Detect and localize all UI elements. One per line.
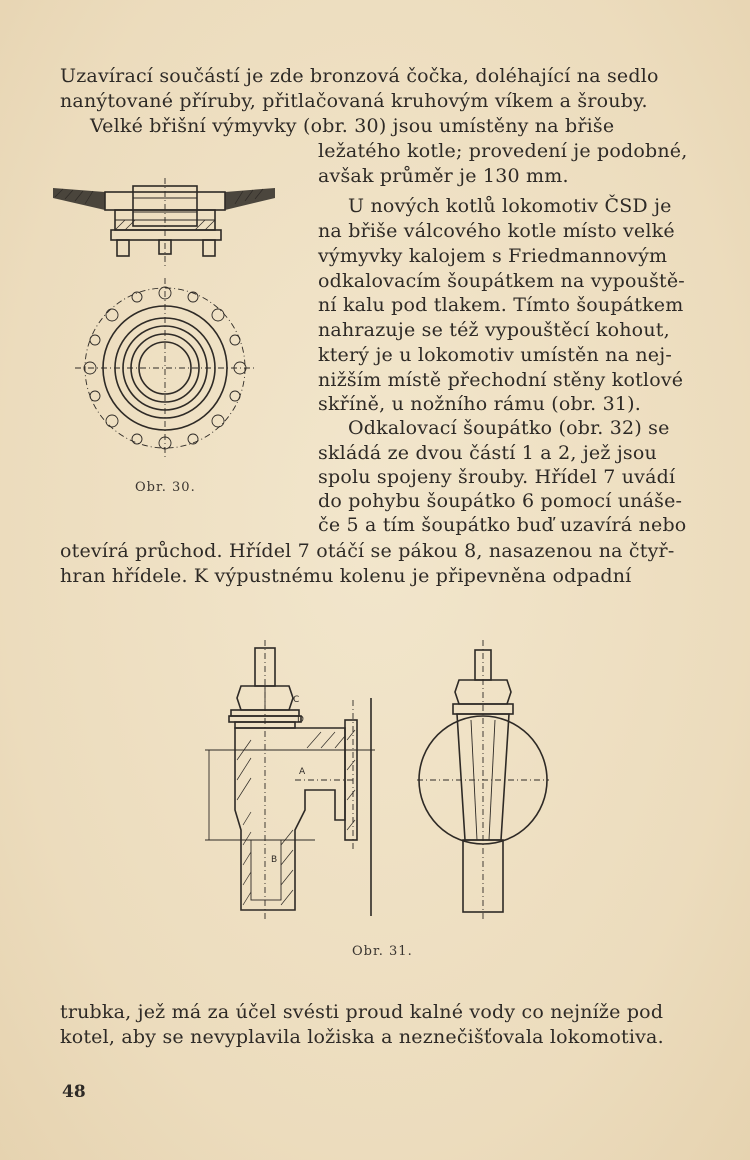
figure-30-drawing: [45, 178, 295, 468]
label-d: D: [297, 715, 304, 725]
text-line: otevírá průchod. Hřídel 7 otáčí se pákou 8, nasazenou na čtyř-: [60, 540, 675, 562]
figure-31-drawing: [195, 640, 555, 920]
text-line: odkalovacím šoupátkem na vypouště-: [318, 270, 685, 292]
valve-external-view: [417, 640, 549, 920]
label-c: C: [293, 695, 300, 705]
text-line: výmyvky kalojem s Friedmannovým: [318, 245, 668, 267]
text-line: Odkalovací šoupátko (obr. 32) se: [348, 417, 670, 439]
text-line: Velké břišní výmyvky (obr. 30) jsou umístěny na břiše: [90, 115, 615, 137]
text-line: trubka, jež má za účel svésti proud kalné vody co nejníže pod: [60, 1001, 664, 1023]
text-line: nahrazuje se též vypouštěcí kohout,: [318, 319, 670, 341]
text-line: skládá ze dvou částí 1 a 2, jež jsou: [318, 442, 657, 464]
valve-section-view: [205, 640, 375, 920]
text-line: do pohybu šoupátko 6 pomocí unáše-: [318, 490, 683, 512]
text-line: skříně, u nožního rámu (obr. 31).: [318, 393, 641, 415]
text-line: Uzavírací součástí je zde bronzová čočka, doléhající na sedlo: [60, 65, 659, 87]
label-a: A: [299, 767, 306, 777]
text-line: spolu spojeny šrouby. Hřídel 7 uvádí: [318, 466, 676, 488]
page-number: 48: [62, 1082, 86, 1102]
text-line: který je u lokomotiv umístěn na nej-: [318, 344, 672, 366]
figure-31-caption: Obr. 31.: [352, 944, 413, 959]
text-line: nižším místě přechodní stěny kotlové: [318, 369, 684, 391]
text-line: avšak průměr je 130 mm.: [318, 165, 569, 187]
flange-plan-view: [75, 278, 255, 460]
text-line: na břiše válcového kotle místo velké: [318, 220, 675, 242]
text-line: ní kalu pod tlakem. Tímto šoupátkem: [318, 294, 684, 316]
flange-section-view: [53, 178, 275, 268]
text-line: kotel, aby se nevyplavila ložiska a neznečišťovala lokomotiva.: [60, 1026, 664, 1048]
text-line: hran hřídele. K výpustnému kolenu je připevněna odpadní: [60, 565, 632, 587]
label-b: B: [271, 855, 278, 865]
text-line: če 5 a tím šoupátko buď uzavírá nebo: [318, 514, 687, 536]
figure-30-caption: Obr. 30.: [135, 480, 196, 495]
text-line: ležatého kotle; provedení je podobné,: [318, 140, 688, 162]
text-line: nanýtované příruby, přitlačovaná kruhovým víkem a šrouby.: [60, 90, 648, 112]
text-line: U nových kotlů lokomotiv ČSD je: [348, 195, 672, 217]
